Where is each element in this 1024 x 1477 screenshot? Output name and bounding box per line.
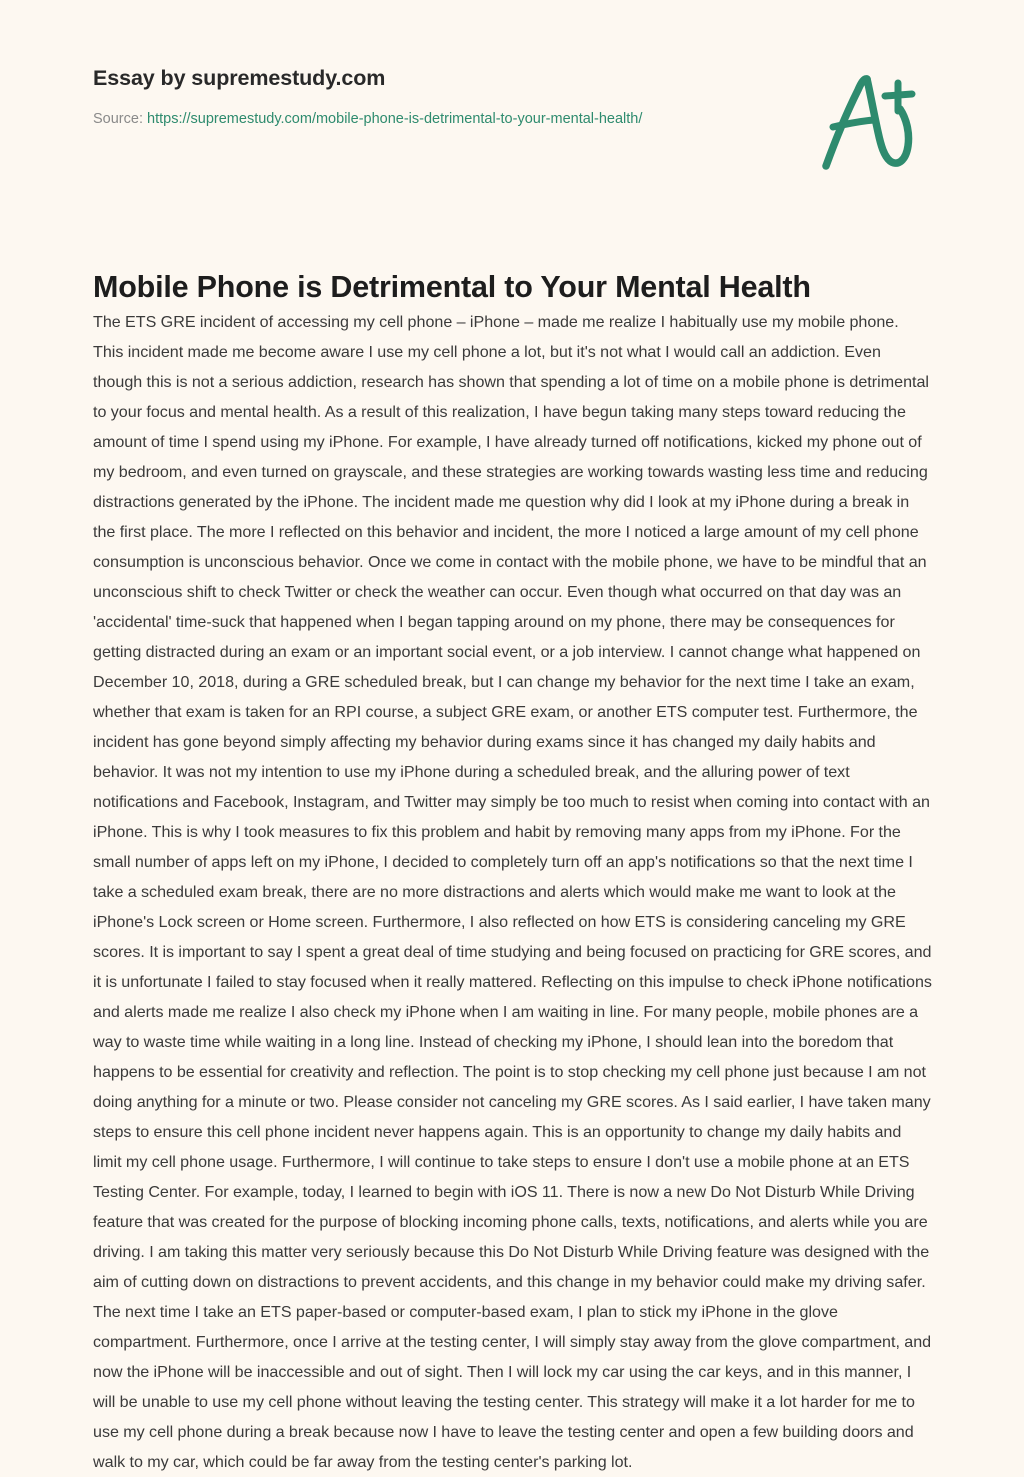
page-title: Mobile Phone is Detrimental to Your Mental Health	[93, 270, 811, 305]
essay-body	[93, 307, 933, 1477]
source-line	[93, 109, 793, 129]
a-plus-logo	[812, 70, 920, 172]
site-byline: Essay by supremestudy.com	[93, 66, 386, 90]
essay-paragraph: The ETS GRE incident of accessing my cell phone – iPhone – made me realize I habitually use my mobile phone. This incident made me become aware I use my cell phone a lot, but it's not what I would call an addiction. Even though this is not a serious addiction, research has shown that spending a lot of time on a mobile phone is detrimental to your focus and mental health. As a result of this realization, I have begun taking many steps toward reducing the amount of time I spend using my iPhone. For example, I have already turned off notifications, kicked my phone out of my bedroom, and even turned on grayscale, and these strategies are working towards wasting less time and reducing distractions generated by the iPhone. The incident made me question why did I look at my iPhone during a break in the first place. The more I reflected on this behavior and incident, the more I noticed a large amount of my cell phone consumption is unconscious behavior. Once we come in contact with the mobile phone, we have to be mindful that an unconscious shift to check Twitter or check the weather can occur. Even though what occurred on that day was an 'accidental' time-suck that happened when I began tapping around on my phone, there may be consequences for getting distracted during an exam or an important social event, or a job interview. I cannot change what happened on December 10, 2018, during a GRE scheduled break, but I can change my behavior for the next time I take an exam, whether that exam is taken for an RPI course, a subject GRE exam, or another ETS computer test. Furthermore, the incident has gone beyond simply affecting my behavior during exams since it has changed my daily habits and behavior. It was not my intention to use my iPhone during a scheduled break, and the alluring power of text notifications and Facebook, Instagram, and Twitter may simply be too much to resist when coming into contact with an iPhone. This is why I took measures to fix this problem and habit by removing many apps from my iPhone. For the small number of apps left on my iPhone, I decided to completely turn off an app's notifications so that the next time I take a scheduled exam break, there are no more distractions and alerts which would make me want to look at the iPhone's Lock screen or Home screen. Furthermore, I also reflected on how ETS is considering canceling my GRE scores. It is important to say I spent a great deal of time studying and being focused on practicing for GRE scores, and it is unfortunate I failed to stay focused when it really mattered. Reflecting on this impulse to check iPhone notifications and alerts made me realize I also check my iPhone when I am waiting in line. For many people, mobile phones are a way to waste time while waiting in a long line. Instead of checking my iPhone, I should lean into the boredom that happens to be essential for creativity and reflection. The point is to stop checking my cell phone just because I am not doing anything for a minute or two. Please consider not canceling my GRE scores. As I said earlier, I have taken many steps to ensure this cell phone incident never happens again. This is an opportunity to change my daily habits and limit my cell phone usage. Furthermore, I will continue to take steps to ensure I don't use a mobile phone at an ETS Testing Center. For example, today, I learned to begin with iOS 11. There is now a new Do Not Disturb While Driving feature that was created for the purpose of blocking incoming phone calls, texts, notifications, and alerts while you are driving. I am taking this matter very seriously because this Do Not Disturb While Driving feature was designed with the aim of cutting down on distractions to prevent accidents, and this change in my behavior could make my driving safer. The next time I take an ETS paper-based or computer-based exam, I plan to stick my iPhone in the glove compartment. Furthermore, once I arrive at the testing center, I will simply stay away from the glove compartment, and now the iPhone will be inaccessible and out of sight. Then I will lock my car using the car keys, and in this manner, I will be unable to use my cell phone without leaving the testing center. This strategy will make it a lot harder for me to use my cell phone during a break because now I have to leave the testing center and open a few building doors and walk to my car, which could be far away from the testing center's parking lot.	[93, 313, 932, 1471]
page-header	[93, 64, 793, 129]
a-plus-logo-icon	[812, 70, 920, 172]
source-label: Source:	[93, 111, 143, 127]
source-url-link[interactable]: https://supremestudy.com/mobile-phone-is-detrimental-to-your-mental-health/	[147, 111, 643, 127]
